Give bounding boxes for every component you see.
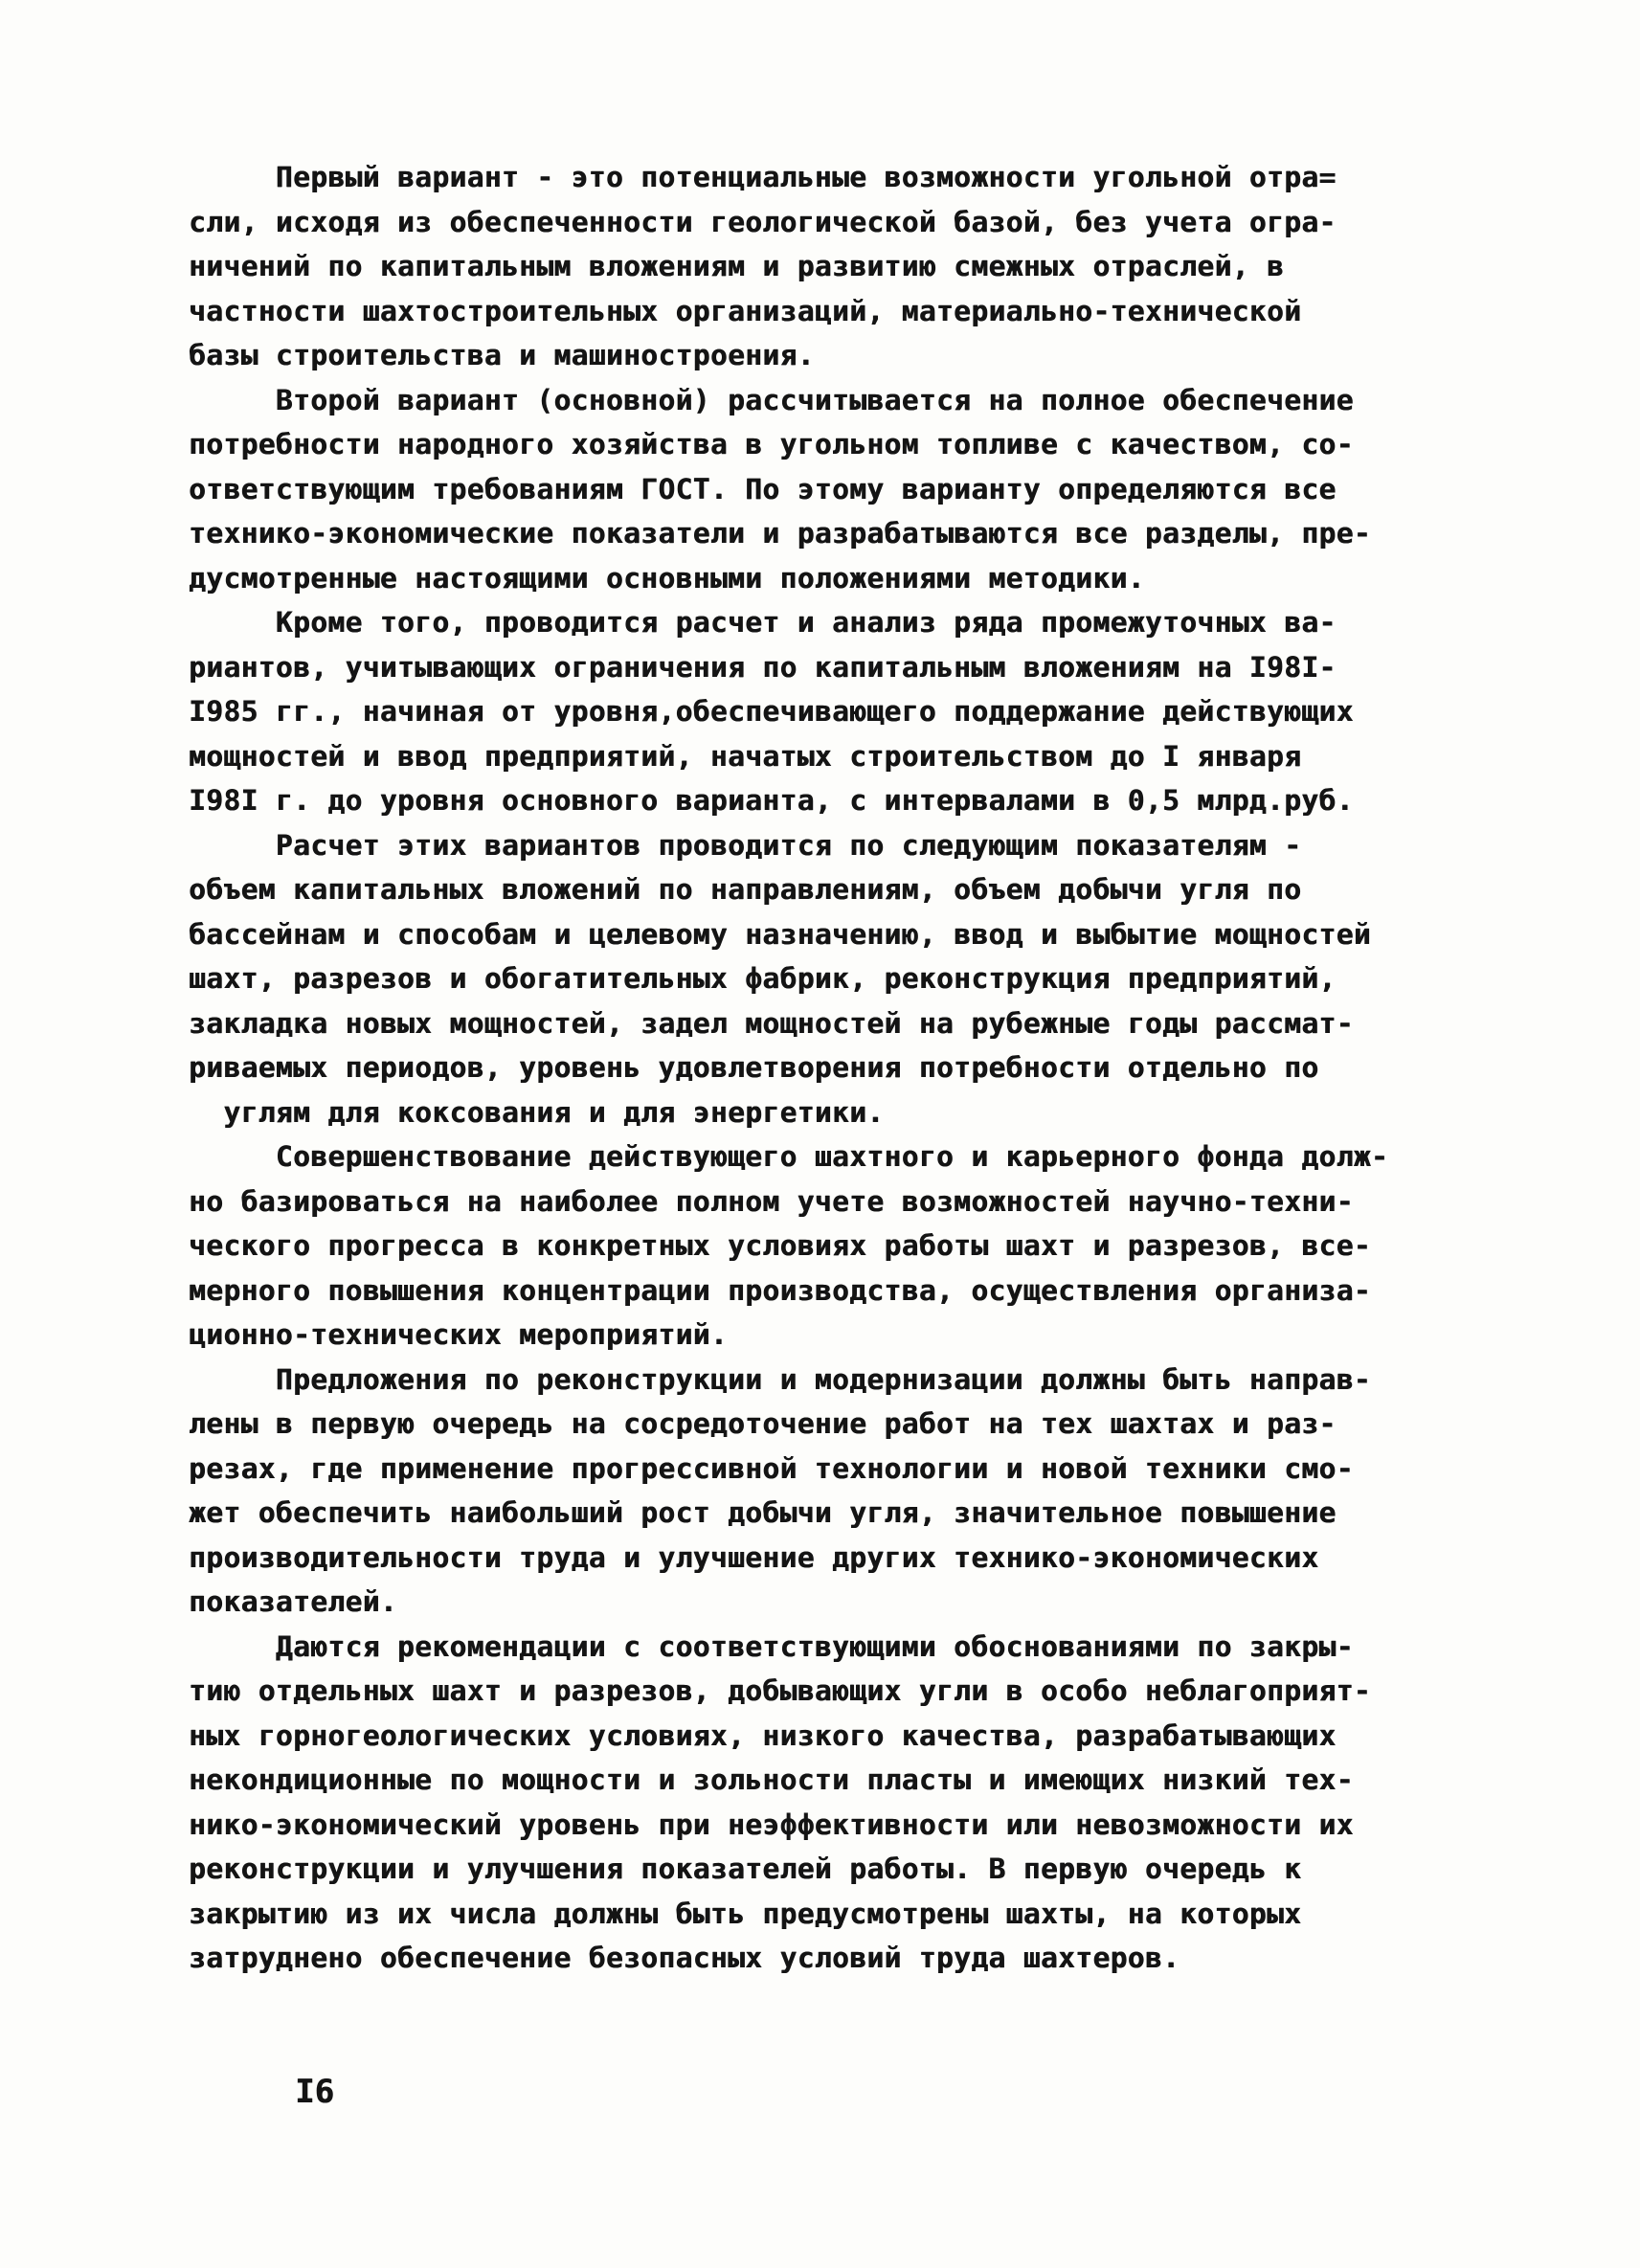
text-line: закладка новых мощностей, задел мощностей на рубежные годы рассмат-: [189, 1006, 1354, 1040]
text-line: ционно-технических мероприятий.: [189, 1318, 728, 1351]
text-line: Кроме того, проводится расчет и анализ ряда промежуточных ва-: [189, 606, 1337, 639]
text-line: Первый вариант - это потенциальные возможности угольной отра=: [189, 161, 1337, 193]
text-line: ческого прогресса в конкретных условиях работы шахт и разрезов, все-: [189, 1229, 1371, 1262]
text-line: I98I г. до уровня основного варианта, с интервалами в 0,5 млрд.руб.: [189, 784, 1354, 817]
text-line: тию отдельных шахт и разрезов, добывающих угли в особо неблагоприят-: [189, 1674, 1371, 1707]
page-number: I6: [295, 2073, 334, 2111]
text-line: ответствующим требованиям ГОСТ. По этому варианту определяются все: [189, 472, 1337, 505]
body-text: [189, 155, 1472, 1981]
text-line: базы строительства и машиностроения.: [189, 339, 815, 371]
text-line: бассейнам и способам и целевому назначению, ввод и выбытие мощностей: [189, 917, 1371, 951]
text-line: риантов, учитывающих ограничения по капитальным вложениям на I98I-: [189, 650, 1337, 684]
text-line: жет обеспечить наибольший рост добычи угля, значительное повышение: [189, 1496, 1337, 1529]
text-line: Совершенствование действующего шахтного и карьерного фонда долж-: [189, 1140, 1389, 1173]
text-line: сли, исходя из обеспеченности геологической базой, без учета огра-: [189, 205, 1337, 238]
text-line: затруднено обеспечение безопасных условий труда шахтеров.: [189, 1942, 1180, 1974]
text-line: но базироваться на наиболее полном учете возможностей научно-техни-: [189, 1184, 1354, 1218]
text-line: ничений по капитальным вложениям и развитию смежных отраслей, в: [189, 250, 1285, 282]
text-line: Предложения по реконструкции и модернизации должны быть направ-: [189, 1362, 1371, 1396]
text-line: мерного повышения концентрации производства, осуществления организа-: [189, 1273, 1371, 1307]
text-line: мощностей и ввод предприятий, начатых строительством до I января: [189, 739, 1302, 773]
text-line: Второй вариант (основной) рассчитывается на полное обеспечение: [189, 383, 1354, 416]
text-line: производительности труда и улучшение других технико-экономических: [189, 1540, 1319, 1574]
text-line: ных горногеологических условиях, низкого качества, разрабатывающих: [189, 1718, 1337, 1752]
text-line: дусмотренные настоящими основными положениями методики.: [189, 561, 1145, 595]
text-line: резах, где применение прогрессивной технологии и новой техники смо-: [189, 1451, 1354, 1485]
text-line: объем капитальных вложений по направлениям, объем добычи угля по: [189, 873, 1302, 906]
text-line: Даются рекомендации с соответствующими обоснованиями по закры-: [189, 1629, 1354, 1663]
text-line: некондиционные по мощности и зольности пласты и имеющих низкий тех-: [189, 1763, 1354, 1796]
text-line: частности шахтостроительных организаций, материально-технической: [189, 294, 1302, 327]
text-line: технико-экономические показатели и разрабатываются все разделы, пре-: [189, 517, 1371, 550]
text-line: потребности народного хозяйства в угольном топливе с качеством, со-: [189, 428, 1354, 460]
text-line: лены в первую очередь на сосредоточение работ на тех шахтах и раз-: [189, 1407, 1337, 1440]
text-line: закрытию из их числа должны быть предусмотрены шахты, на которых: [189, 1897, 1302, 1930]
text-line: риваемых периодов, уровень удовлетворения потребности отдельно по: [189, 1051, 1319, 1084]
text-line: шахт, разрезов и обогатительных фабрик, реконструкция предприятий,: [189, 962, 1337, 995]
text-line: Расчет этих вариантов проводится по следующим показателям -: [189, 828, 1302, 862]
text-line: углям для коксования и для энергетики.: [189, 1095, 885, 1129]
text-line: показателей.: [189, 1585, 397, 1618]
text-line: I985 гг., начиная от уровня,обеспечивающего поддержание действующих: [189, 695, 1354, 728]
text-line: нико-экономический уровень при неэффективности или невозможности их: [189, 1808, 1354, 1841]
text-line: реконструкции и улучшения показателей работы. В первую очередь к: [189, 1853, 1302, 1885]
